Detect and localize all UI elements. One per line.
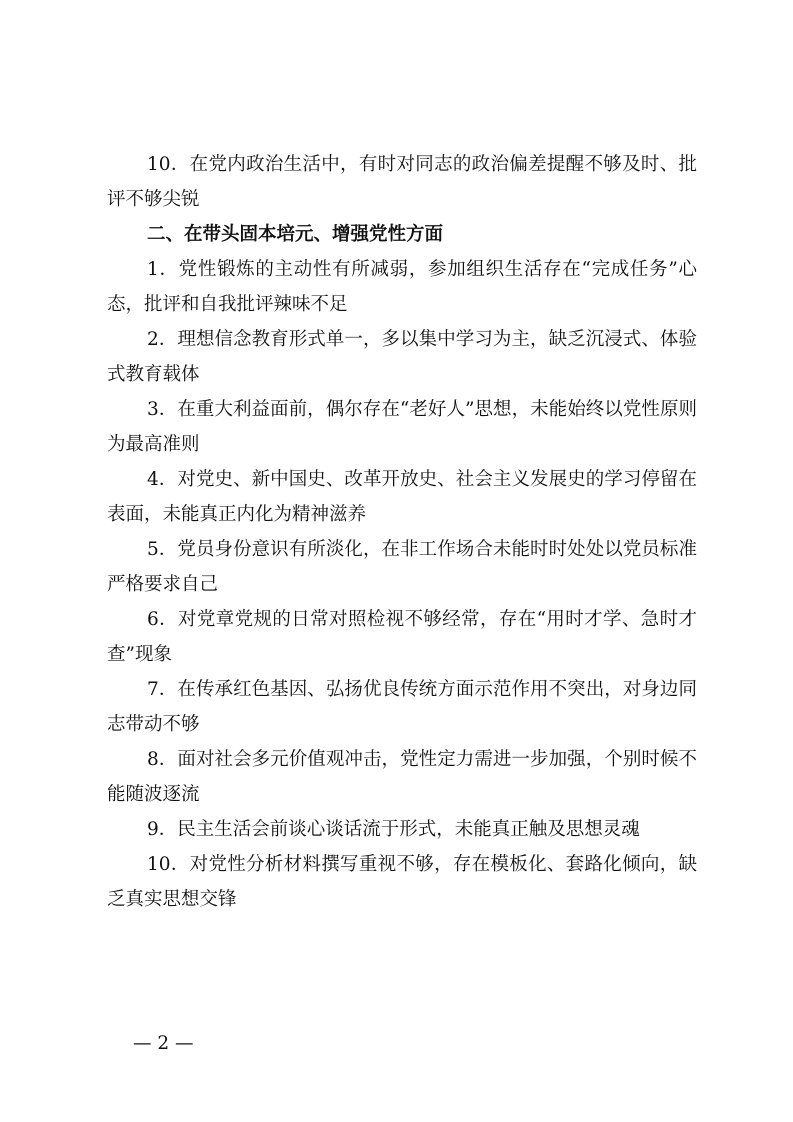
list-item: 3．在重大利益面前，偶尔存在“老好人”思想，未能始终以党性原则为最高准则 <box>107 399 697 455</box>
section-heading: 二、在带头固本培元、增强党性方面 <box>147 224 444 245</box>
document-body <box>107 147 697 917</box>
list-item: 7．在传承红色基因、弘扬优良传统方面示范作用不突出，对身边同志带动不够 <box>107 679 697 735</box>
list-item: 8．面对社会多元价值观冲击，党性定力需进一步加强，个别时候不能随波逐流 <box>107 749 697 805</box>
list-item: 1．党性锻炼的主动性有所减弱，参加组织生活存在“完成任务”心态，批评和自我批评辣味不足 <box>107 259 697 315</box>
list-item: 2．理想信念教育形式单一，多以集中学习为主，缺乏沉浸式、体验式教育载体 <box>107 329 697 385</box>
list-item: 10．对党性分析材料撰写重视不够，存在模板化、套路化倾向，缺乏真实思想交锋 <box>107 854 697 910</box>
paragraph-item-10-previous: 10．在党内政治生活中，有时对同志的政治偏差提醒不够及时、批评不够尖锐 <box>107 154 697 210</box>
page-number: — 2 — <box>133 1033 194 1054</box>
list-item: 6．对党章党规的日常对照检视不够经常，存在“用时才学、急时才查”现象 <box>107 609 697 665</box>
list-item: 5．党员身份意识有所淡化，在非工作场合未能时时处处以党员标准严格要求自己 <box>107 539 697 595</box>
list-item: 4．对党史、新中国史、改革开放史、社会主义发展史的学习停留在表面，未能真正内化为精神滋养 <box>107 469 697 525</box>
list-item: 9．民主生活会前谈心谈话流于形式，未能真正触及思想灵魂 <box>147 819 640 840</box>
